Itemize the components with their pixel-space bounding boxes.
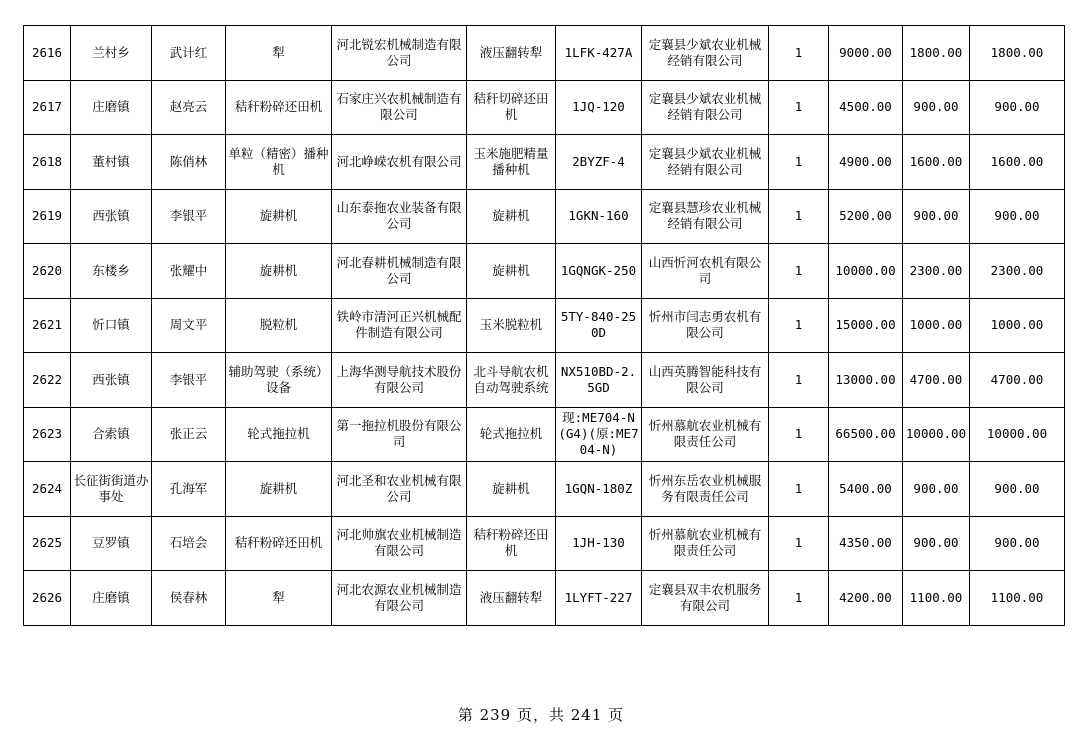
cell-model: 1JH-130 xyxy=(556,516,642,571)
cell-total-subsidy: 1000.00 xyxy=(970,298,1065,353)
cell-dealer: 定襄县慧珍农业机械经销有限公司 xyxy=(642,189,769,244)
cell-dealer: 山西忻河农机有限公司 xyxy=(642,244,769,299)
cell-price: 4900.00 xyxy=(829,135,903,190)
cell-price: 10000.00 xyxy=(829,244,903,299)
cell-manufacturer: 河北帅旗农业机械制造有限公司 xyxy=(332,516,467,571)
cell-id: 2617 xyxy=(24,80,71,135)
cell-total-subsidy: 4700.00 xyxy=(970,353,1065,408)
cell-machine-type: 旋耕机 xyxy=(226,244,332,299)
cell-model: 1JQ-120 xyxy=(556,80,642,135)
table-row xyxy=(24,26,1065,81)
cell-name: 侯春林 xyxy=(152,571,226,626)
subsidy-table xyxy=(23,25,1065,626)
cell-town: 豆罗镇 xyxy=(71,516,152,571)
cell-machine-type: 旋耕机 xyxy=(226,462,332,517)
cell-price: 5400.00 xyxy=(829,462,903,517)
cell-id: 2619 xyxy=(24,189,71,244)
cell-manufacturer: 河北春耕机械制造有限公司 xyxy=(332,244,467,299)
cell-name: 李银平 xyxy=(152,353,226,408)
cell-machine-type: 脱粒机 xyxy=(226,298,332,353)
cell-model: 1LFK-427A xyxy=(556,26,642,81)
cell-town: 合索镇 xyxy=(71,407,152,462)
cell-manufacturer: 上海华测导航技术股份有限公司 xyxy=(332,353,467,408)
cell-id: 2625 xyxy=(24,516,71,571)
cell-dealer: 忻州市闫志勇农机有限公司 xyxy=(642,298,769,353)
cell-price: 5200.00 xyxy=(829,189,903,244)
cell-model: 现:ME704-N(G4)(原:ME704-N) xyxy=(556,407,642,462)
cell-quantity: 1 xyxy=(769,135,829,190)
cell-quantity: 1 xyxy=(769,298,829,353)
cell-id: 2623 xyxy=(24,407,71,462)
cell-town: 董村镇 xyxy=(71,135,152,190)
cell-model: 5TY-840-250D xyxy=(556,298,642,353)
cell-product-name: 旋耕机 xyxy=(467,244,556,299)
cell-dealer: 定襄县少斌农业机械经销有限公司 xyxy=(642,135,769,190)
cell-subsidy: 1800.00 xyxy=(903,26,970,81)
cell-total-subsidy: 900.00 xyxy=(970,516,1065,571)
cell-dealer: 忻州慕航农业机械有限责任公司 xyxy=(642,516,769,571)
cell-id: 2621 xyxy=(24,298,71,353)
cell-id: 2620 xyxy=(24,244,71,299)
cell-price: 13000.00 xyxy=(829,353,903,408)
cell-id: 2626 xyxy=(24,571,71,626)
cell-subsidy: 900.00 xyxy=(903,189,970,244)
table-row xyxy=(24,135,1065,190)
cell-model: 1GKN-160 xyxy=(556,189,642,244)
cell-dealer: 定襄县少斌农业机械经销有限公司 xyxy=(642,80,769,135)
cell-town: 忻口镇 xyxy=(71,298,152,353)
table-row xyxy=(24,462,1065,517)
cell-subsidy: 10000.00 xyxy=(903,407,970,462)
cell-price: 9000.00 xyxy=(829,26,903,81)
cell-town: 庄磨镇 xyxy=(71,80,152,135)
cell-total-subsidy: 900.00 xyxy=(970,80,1065,135)
cell-name: 孔海军 xyxy=(152,462,226,517)
cell-name: 张正云 xyxy=(152,407,226,462)
cell-dealer: 定襄县少斌农业机械经销有限公司 xyxy=(642,26,769,81)
cell-quantity: 1 xyxy=(769,353,829,408)
cell-town: 东楼乡 xyxy=(71,244,152,299)
cell-product-name: 北斗导航农机自动驾驶系统 xyxy=(467,353,556,408)
cell-price: 4350.00 xyxy=(829,516,903,571)
cell-product-name: 液压翻转犁 xyxy=(467,571,556,626)
cell-model: NX510BD-2.5GD xyxy=(556,353,642,408)
cell-manufacturer: 河北锐宏机械制造有限公司 xyxy=(332,26,467,81)
cell-quantity: 1 xyxy=(769,26,829,81)
cell-product-name: 秸秆粉碎还田机 xyxy=(467,516,556,571)
cell-model: 1GQNGK-250 xyxy=(556,244,642,299)
cell-name: 周文平 xyxy=(152,298,226,353)
cell-subsidy: 900.00 xyxy=(903,516,970,571)
cell-name: 石培会 xyxy=(152,516,226,571)
cell-subsidy: 4700.00 xyxy=(903,353,970,408)
cell-manufacturer: 山东泰拖农业装备有限公司 xyxy=(332,189,467,244)
cell-name: 李银平 xyxy=(152,189,226,244)
cell-name: 张耀中 xyxy=(152,244,226,299)
cell-subsidy: 2300.00 xyxy=(903,244,970,299)
cell-manufacturer: 石家庄兴农机械制造有限公司 xyxy=(332,80,467,135)
cell-name: 武计红 xyxy=(152,26,226,81)
cell-subsidy: 1100.00 xyxy=(903,571,970,626)
cell-quantity: 1 xyxy=(769,571,829,626)
cell-town: 长征街街道办事处 xyxy=(71,462,152,517)
cell-product-name: 旋耕机 xyxy=(467,462,556,517)
table-row xyxy=(24,571,1065,626)
table-row xyxy=(24,298,1065,353)
cell-manufacturer: 河北峥嵘农机有限公司 xyxy=(332,135,467,190)
cell-quantity: 1 xyxy=(769,516,829,571)
cell-quantity: 1 xyxy=(769,407,829,462)
cell-id: 2618 xyxy=(24,135,71,190)
cell-dealer: 忻州慕航农业机械有限责任公司 xyxy=(642,407,769,462)
table-row xyxy=(24,80,1065,135)
cell-machine-type: 轮式拖拉机 xyxy=(226,407,332,462)
cell-machine-type: 单粒（精密）播种机 xyxy=(226,135,332,190)
cell-manufacturer: 河北农源农业机械制造有限公司 xyxy=(332,571,467,626)
cell-quantity: 1 xyxy=(769,244,829,299)
cell-dealer: 山西英腾智能科技有限公司 xyxy=(642,353,769,408)
cell-price: 66500.00 xyxy=(829,407,903,462)
cell-manufacturer: 铁岭市清河正兴机械配件制造有限公司 xyxy=(332,298,467,353)
cell-town: 西张镇 xyxy=(71,189,152,244)
cell-model: 2BYZF-4 xyxy=(556,135,642,190)
cell-model: 1LYFT-227 xyxy=(556,571,642,626)
cell-manufacturer: 第一拖拉机股份有限公司 xyxy=(332,407,467,462)
cell-product-name: 液压翻转犁 xyxy=(467,26,556,81)
cell-price: 4200.00 xyxy=(829,571,903,626)
cell-product-name: 秸秆切碎还田机 xyxy=(467,80,556,135)
cell-machine-type: 辅助驾驶（系统）设备 xyxy=(226,353,332,408)
cell-product-name: 轮式拖拉机 xyxy=(467,407,556,462)
cell-product-name: 玉米脱粒机 xyxy=(467,298,556,353)
cell-subsidy: 1600.00 xyxy=(903,135,970,190)
cell-machine-type: 犁 xyxy=(226,26,332,81)
cell-subsidy: 1000.00 xyxy=(903,298,970,353)
cell-id: 2616 xyxy=(24,26,71,81)
cell-product-name: 旋耕机 xyxy=(467,189,556,244)
cell-id: 2624 xyxy=(24,462,71,517)
cell-total-subsidy: 2300.00 xyxy=(970,244,1065,299)
cell-total-subsidy: 900.00 xyxy=(970,462,1065,517)
cell-subsidy: 900.00 xyxy=(903,80,970,135)
cell-machine-type: 旋耕机 xyxy=(226,189,332,244)
cell-dealer: 定襄县双丰农机服务有限公司 xyxy=(642,571,769,626)
cell-dealer: 忻州东岳农业机械服务有限责任公司 xyxy=(642,462,769,517)
table-row xyxy=(24,189,1065,244)
cell-town: 西张镇 xyxy=(71,353,152,408)
cell-name: 陈俏林 xyxy=(152,135,226,190)
cell-quantity: 1 xyxy=(769,462,829,517)
table-row xyxy=(24,407,1065,462)
cell-town: 庄磨镇 xyxy=(71,571,152,626)
cell-model: 1GQN-180Z xyxy=(556,462,642,517)
cell-machine-type: 秸秆粉碎还田机 xyxy=(226,80,332,135)
cell-price: 15000.00 xyxy=(829,298,903,353)
cell-total-subsidy: 1100.00 xyxy=(970,571,1065,626)
table-row xyxy=(24,353,1065,408)
page-number: 第 239 页，共 241 页 xyxy=(457,706,625,724)
cell-total-subsidy: 1600.00 xyxy=(970,135,1065,190)
cell-machine-type: 犁 xyxy=(226,571,332,626)
cell-total-subsidy: 10000.00 xyxy=(970,407,1065,462)
table-body xyxy=(24,26,1065,626)
cell-total-subsidy: 1800.00 xyxy=(970,26,1065,81)
cell-town: 兰村乡 xyxy=(71,26,152,81)
cell-id: 2622 xyxy=(24,353,71,408)
cell-quantity: 1 xyxy=(769,189,829,244)
cell-product-name: 玉米施肥精量播种机 xyxy=(467,135,556,190)
cell-quantity: 1 xyxy=(769,80,829,135)
cell-name: 赵亮云 xyxy=(152,80,226,135)
table-row xyxy=(24,516,1065,571)
cell-manufacturer: 河北圣和农业机械有限公司 xyxy=(332,462,467,517)
cell-price: 4500.00 xyxy=(829,80,903,135)
cell-total-subsidy: 900.00 xyxy=(970,189,1065,244)
cell-subsidy: 900.00 xyxy=(903,462,970,517)
table-row xyxy=(24,244,1065,299)
cell-machine-type: 秸秆粉碎还田机 xyxy=(226,516,332,571)
